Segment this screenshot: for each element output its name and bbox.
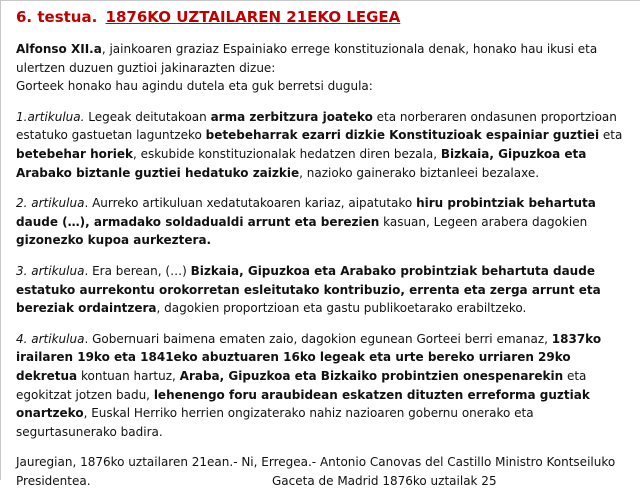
article-4-label: 4. artikulua bbox=[16, 331, 85, 346]
intro-text: , jainkoaren graziaz Espainiako errege konstituzionala denak, honako hau ikusi eta ulertzen duzuen guztioi jakinarazten dizue: bbox=[16, 42, 598, 75]
article-1-bold: betebeharrak ezarri dizkie Konstituzioak espainiar guztiei bbox=[205, 128, 600, 143]
article-1-text: eta bbox=[599, 128, 623, 143]
intro-line-2: Gorteek honako hau agindu dutela eta guk berretsi dugula: bbox=[16, 79, 373, 94]
article-4-text: , Euskal Herriko herrien ongizaterako nahiz nazioaren gobernu onerako eta segurtasunerako badira. bbox=[16, 406, 534, 439]
article-3-label: 3. artikulua bbox=[16, 263, 85, 278]
article-3 bbox=[16, 262, 632, 318]
article-2-label: 2. artikulua bbox=[16, 196, 85, 211]
signature-row bbox=[16, 472, 632, 491]
article-1-bold: betebehar horiek bbox=[16, 146, 134, 161]
article-1-text: eta norberaren ondasunen proportzioan estatuko gastuetan laguntzeko bbox=[16, 109, 617, 143]
article-1-bold: Bizkaia, Gipuzkoa eta Arabako biztanle guztiei hedatuko zaizkie bbox=[16, 146, 587, 180]
article-1-text: , eskubide konstituzionalak hedatzen diren bezala, bbox=[133, 146, 441, 161]
article-3-text: , dagokien proportzioan eta gastu publikoetarako erabiltzeko. bbox=[156, 301, 527, 316]
source-citation: Gaceta de Madrid 1876ko uztailak 25 bbox=[272, 473, 497, 488]
article-2-text: . Aurreko artikuluan xedatutakoaren kariaz, aipatutako bbox=[84, 196, 417, 211]
intro-paragraph bbox=[16, 40, 632, 96]
article-1-bold: arma zerbitzura joateko bbox=[210, 109, 373, 124]
signature-line: Jauregian, 1876ko uztailaren 21ean.- Ni, Erregea.- Antonio Canovas del Castillo Ministro Kontseiluko bbox=[16, 455, 616, 470]
article-4-text: . Gobernuari baimena ematen zaio, dagokion egunean Gorteei berri emanaz, bbox=[84, 331, 552, 346]
signature-title: Presidentea. bbox=[16, 473, 91, 488]
article-4-bold: 1837ko irailaren 19ko eta 1841eko abuztuaren 16ko legeak eta urte bereko urriaren 29ko dekretua bbox=[16, 331, 602, 383]
document-heading bbox=[16, 7, 632, 27]
king-name: Alfonso XII.a bbox=[16, 42, 102, 56]
article-4-bold: lehenengo foru araubidean eskatzen dituzten erreforma guztiak onartzeko bbox=[16, 387, 590, 421]
article-4-bold: Araba, Gipuzkoa eta Bizkaiko probintzien onespenarekin bbox=[179, 368, 564, 383]
article-3-bold: Bizkaia, Gipuzkoa eta Arabako probintziak behartuta daude estatuko aurrekontu orokorretan esleitutako kontribuzio, errenta eta zerga arrunt eta bereziak ordaintzera bbox=[16, 263, 601, 316]
article-1-label: 1.artikulua. bbox=[16, 109, 85, 124]
article-2-bold: gizonezko kupoa aurkeztera. bbox=[16, 233, 212, 248]
article-1 bbox=[16, 108, 632, 182]
law-title: 1876KO UZTAILAREN 21EKO LEGEA bbox=[105, 8, 401, 26]
article-4-text: kontuan hartuz, bbox=[77, 368, 180, 383]
article-4 bbox=[16, 330, 632, 442]
article-4-text: eta egokitzat jotzen badu, bbox=[16, 368, 587, 402]
article-2-text: kasuan, Legeen arabera dagokien bbox=[379, 214, 588, 229]
article-2 bbox=[16, 194, 632, 250]
article-1-text: Legeak deitutakoan bbox=[84, 109, 211, 124]
article-3-text: . Era berean, (…) bbox=[84, 263, 191, 278]
article-1-text: , nazioko gainerako biztanleei bezalaxe. bbox=[299, 165, 540, 180]
article-2-bold: hiru probintziak behartuta daude (…), armadako soldadualdi arrunt eta berezien bbox=[16, 196, 596, 229]
text-number: 6. testua. bbox=[16, 8, 98, 26]
